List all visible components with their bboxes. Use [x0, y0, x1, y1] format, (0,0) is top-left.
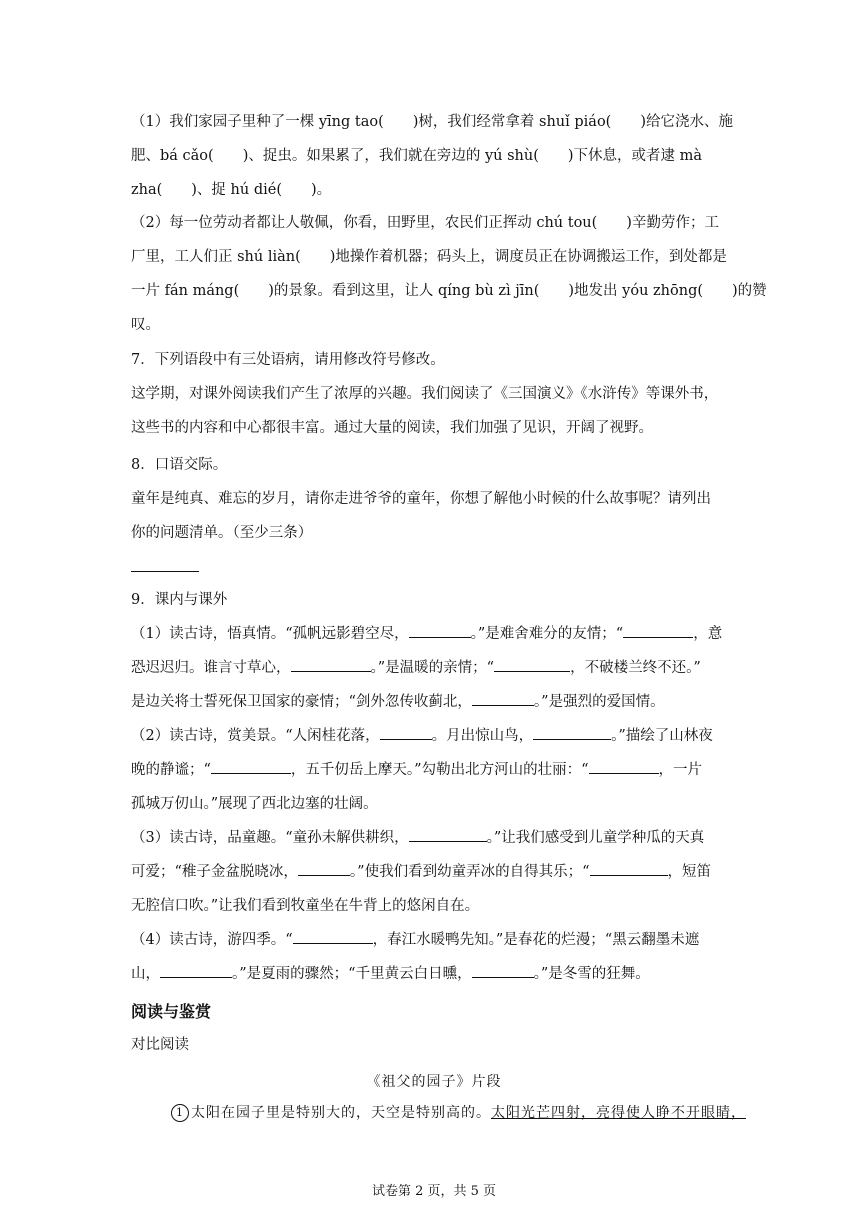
q9-s2-line2	[131, 753, 743, 787]
q9-s1-blank4[interactable]	[494, 657, 570, 672]
q9-s3-blank1[interactable]	[409, 827, 487, 842]
q8	[131, 448, 743, 550]
q6-part2-line2: 厂里，工人们正 shú liàn( )地操作着机器；码头上，调度员正在协调搬运工作，到处都是	[131, 249, 727, 265]
page-footer: 试卷第 2 页，共 5 页	[371, 1184, 497, 1199]
section-sub-text: 对比阅读	[131, 1037, 189, 1053]
q9-s4-text: 。”是夏雨的骤然；“千里黄云白日曛，	[232, 966, 472, 982]
q9-s3-line3: 无腔信口吹。”让我们看到牧童坐在牛背上的悠闲自在。	[131, 898, 480, 914]
q9-s1-line1	[131, 617, 743, 651]
q9-s2-text: 。月出惊山鸟，	[431, 728, 534, 744]
q9-s1-text: ，意	[693, 626, 723, 642]
q9-s1-blank2[interactable]	[623, 623, 693, 638]
q9-s2-line1	[131, 719, 743, 753]
q8-title: 8．口语交际。	[131, 457, 228, 473]
q9-s4-blank1[interactable]	[293, 929, 373, 944]
q9-s3-text: （3）读古诗，品童趣。“童孙未解供耕织，	[131, 830, 409, 846]
passage-title: 《祖父的园子》片段	[366, 1074, 502, 1090]
q9	[131, 583, 743, 991]
q9-s3-blank3[interactable]	[590, 861, 668, 876]
q8-line1: 童年是纯真、难忘的岁月，请你走进爷爷的童年，你想了解他小时候的什么故事呢？请列出	[131, 491, 711, 507]
q9-s3-line1	[131, 821, 743, 855]
q9-title: 9．课内与课外	[131, 592, 228, 608]
q9-s2-text: ，一片	[658, 762, 702, 778]
q9-s1-line2	[131, 651, 743, 685]
q9-s4-text: 。”是冬雪的狂舞。	[533, 966, 650, 982]
q9-s2-blank1[interactable]	[380, 725, 432, 740]
q9-s2-text: ，五千仞岳上摩天。”勾勒出北方河山的壮丽：“	[290, 762, 589, 778]
q6-part1-line2: 肥、bá cǎo( )、捉虫。如果累了，我们就在旁边的 yú shù( )下休息，或者逮 mà	[131, 148, 703, 164]
q6-part1-line1: （1）我们家园子里种了一棵 yīng tao( )树，我们经常拿着 shuǐ piáo( )给它浇水、施	[131, 114, 733, 130]
q7-title: 7．下列语段中有三处语病，请用修改符号修改。	[131, 352, 445, 368]
q9-s1-text: （1）读古诗，悟真情。“孤帆远影碧空尽，	[131, 626, 409, 642]
section-heading: 阅读与鉴赏	[131, 1002, 212, 1021]
q8-line2: 你的问题清单。（至少三条）	[131, 525, 313, 541]
q6-part2	[131, 206, 767, 342]
q9-s3-text: 。”使我们看到幼童弄冰的自得其乐；“	[349, 864, 590, 880]
q9-s1-text: 。”是难舍难分的友情；“	[470, 626, 624, 642]
q9-s2-text: 。”描绘了山林夜	[611, 728, 713, 744]
q9-s1-text: ，不破楼兰终不还。”	[570, 660, 701, 676]
q9-s4-blank3[interactable]	[472, 963, 534, 978]
q9-s2-blank3[interactable]	[211, 759, 291, 774]
q9-s2-text: 晚的静谧；“	[131, 762, 211, 778]
q9-s1-blank3[interactable]	[291, 657, 371, 672]
q9-s1-line3	[131, 685, 743, 719]
q6-part1	[131, 105, 743, 207]
passage-underlined-text: 太阳光芒四射，亮得使人睁不开眼睛，	[491, 1105, 746, 1121]
q9-s3-line2	[131, 855, 743, 889]
q6-part2-line3: 一片 fán máng( )的景象。看到这里，让人 qíng bù zì jīn( )地发出 yóu zhōng( )的赞	[131, 283, 767, 299]
q9-s1-text: 是边关将士誓死保卫国家的豪情；“剑外忽传收蓟北，	[131, 694, 472, 710]
q9-s1-text: 。”是温暖的亲情；“	[370, 660, 495, 676]
q9-s2-line3: 孤城万仞山。”展现了西北边塞的壮阔。	[131, 796, 378, 812]
q7-line1: 这学期，对课外阅读我们产生了浓厚的兴趣。我们阅读了《三国演义》《水浒传》等课外书，	[131, 386, 719, 402]
q6-part1-line3: zha( )、捉 hú dié( )。	[131, 182, 332, 198]
q9-s4-line1	[131, 923, 743, 957]
q9-s2-blank2[interactable]	[533, 725, 611, 740]
q9-s1-blank1[interactable]	[409, 623, 471, 638]
paragraph-number-circle: 1	[171, 1104, 189, 1122]
q6-part2-line4: 叹。	[131, 317, 160, 333]
passage-text: 太阳在园子里是特别大的，天空是特别高的。	[191, 1105, 491, 1121]
q9-s4-blank2[interactable]	[160, 963, 232, 978]
q7-line2: 这些书的内容和中心都很丰富。通过大量的阅读，我们加强了见识，开阔了视野。	[131, 420, 653, 436]
q9-s3-text: ，短笛	[667, 864, 711, 880]
q9-s4-text: ，春江水暖鸭先知。”是春花的烂漫；“黑云翻墨未遮	[372, 932, 700, 948]
q9-s1-text: 恐迟迟归。谁言寸草心，	[131, 660, 291, 676]
q9-s1-text: 。”是强烈的爱国情。	[533, 694, 665, 710]
q8-answer-line[interactable]	[131, 571, 199, 572]
q7	[131, 343, 743, 445]
q9-s4-text: （4）读古诗，游四季。“	[131, 932, 293, 948]
q9-s4-text: 山，	[131, 966, 160, 982]
passage-line1	[171, 1096, 791, 1130]
q9-s2-blank4[interactable]	[589, 759, 659, 774]
q9-s1-blank5[interactable]	[472, 691, 534, 706]
passage-paragraph1	[171, 1096, 791, 1130]
q9-s4-line2	[131, 957, 743, 991]
q9-s3-text: 。”让我们感受到儿童学种瓜的天真	[486, 830, 705, 846]
q9-s3-blank2[interactable]	[298, 861, 350, 876]
q9-s3-text: 可爱；“稚子金盆脱晓冰，	[131, 864, 298, 880]
q9-s2-text: （2）读古诗，赏美景。“人闲桂花落，	[131, 728, 380, 744]
q6-part2-line1: （2）每一位劳动者都让人敬佩，你看，田野里，农民们正挥动 chú tou( )辛勤劳作；工	[131, 215, 719, 231]
section-subheading	[131, 1028, 743, 1062]
